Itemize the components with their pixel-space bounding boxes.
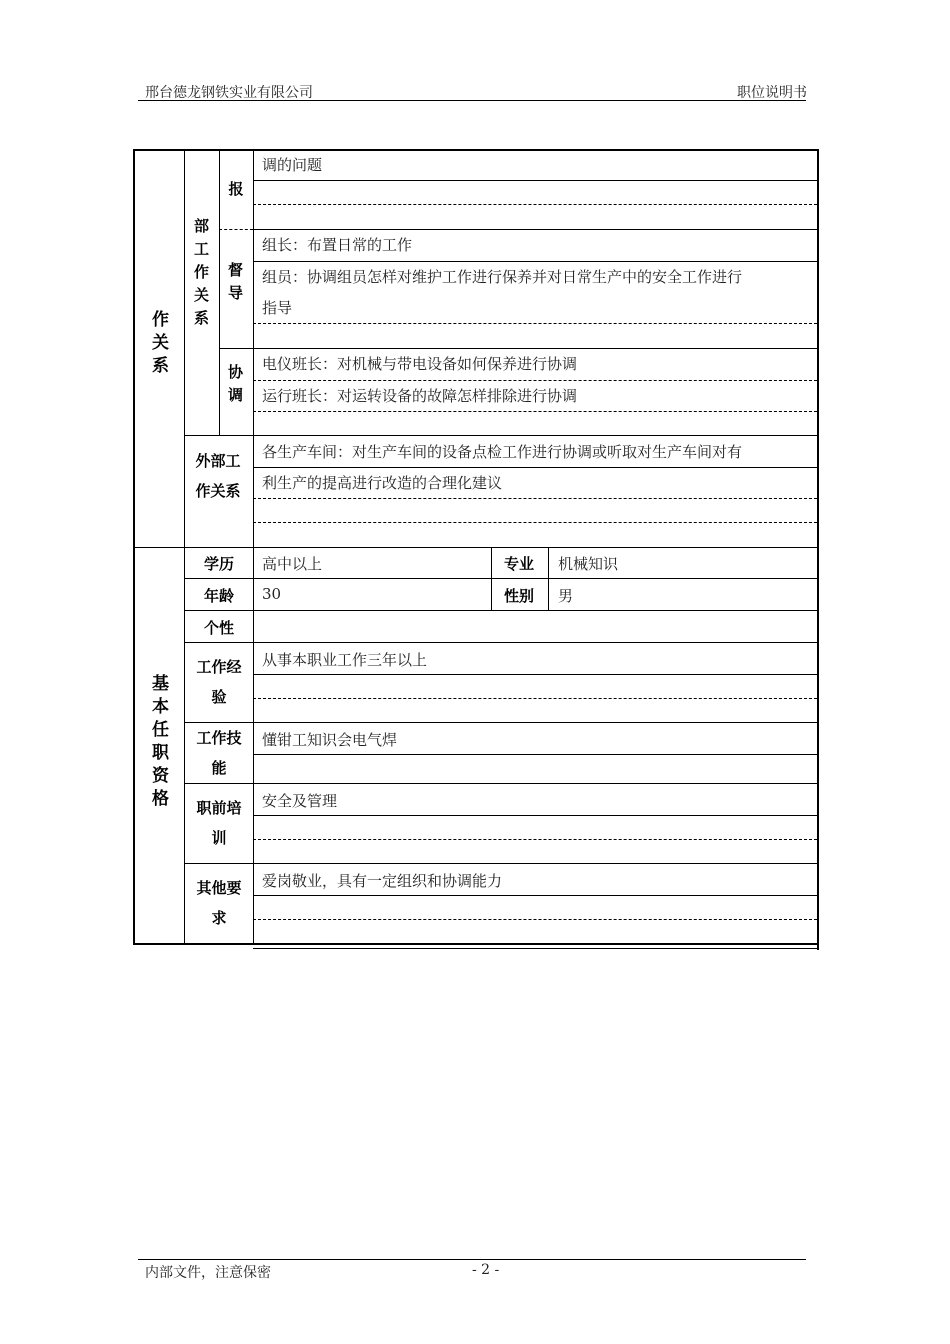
education-value: 高中以上 [262, 555, 323, 573]
report-line-1: 调的问题 [262, 156, 323, 174]
personality-label: 个性 [203, 619, 234, 637]
age-label: 年龄 [203, 587, 234, 605]
company-name: 邢台德龙钢铁实业有限公司 [145, 85, 313, 101]
training-value: 安全及管理 [262, 792, 338, 810]
experience-value: 从事本职业工作三年以上 [262, 651, 428, 669]
gender-label: 性别 [503, 587, 534, 605]
section-label-qualifications: 基本任职资格 [148, 674, 168, 812]
section-label-work-relations: 作关系 [148, 310, 168, 379]
other-requirements-value: 爱岗敬业，具有一定组织和协调能力 [262, 872, 503, 890]
coordinate-line-2: 运行班长：对运转设备的故障怎样排除进行协调 [262, 387, 578, 405]
major-value: 机械知识 [558, 555, 619, 573]
age-value: 30 [262, 585, 282, 603]
skills-label: 工作技能 [196, 729, 242, 777]
supervise-line-3: 指导 [262, 299, 293, 317]
confidential-note: 内部文件，注意保密 [145, 1265, 271, 1281]
report-label: 报 [228, 180, 244, 198]
document-type: 职位说明书 [737, 85, 807, 101]
coordinate-label: 协调 [226, 364, 244, 410]
gender-value: 男 [558, 587, 574, 605]
internal-relations-label: 部工作关系 [192, 218, 210, 333]
other-requirements-label: 其他要求 [196, 879, 242, 927]
header-divider [138, 100, 806, 101]
education-label: 学历 [203, 555, 234, 573]
footer-divider [138, 1259, 806, 1260]
supervise-label: 督导 [226, 262, 244, 308]
training-label: 职前培训 [196, 799, 242, 847]
experience-label: 工作经验 [196, 658, 242, 706]
supervise-line-2: 组员：协调组员怎样对维护工作进行保养并对日常生产中的安全工作进行 [262, 268, 743, 286]
external-line-1: 各生产车间：对生产车间的设备点检工作进行协调或听取对生产车间对有 [262, 443, 743, 461]
page-number: - 2 - [472, 1262, 500, 1278]
external-line-2: 利生产的提高进行改造的合理化建议 [262, 474, 503, 492]
skills-value: 懂钳工知识会电气焊 [262, 731, 398, 749]
supervise-line-1: 组长：布置日常的工作 [262, 236, 413, 254]
major-label: 专业 [503, 555, 534, 573]
coordinate-line-1: 电仪班长：对机械与带电设备如何保养进行协调 [262, 355, 578, 373]
external-relations-label: 外部工作关系 [195, 452, 241, 500]
